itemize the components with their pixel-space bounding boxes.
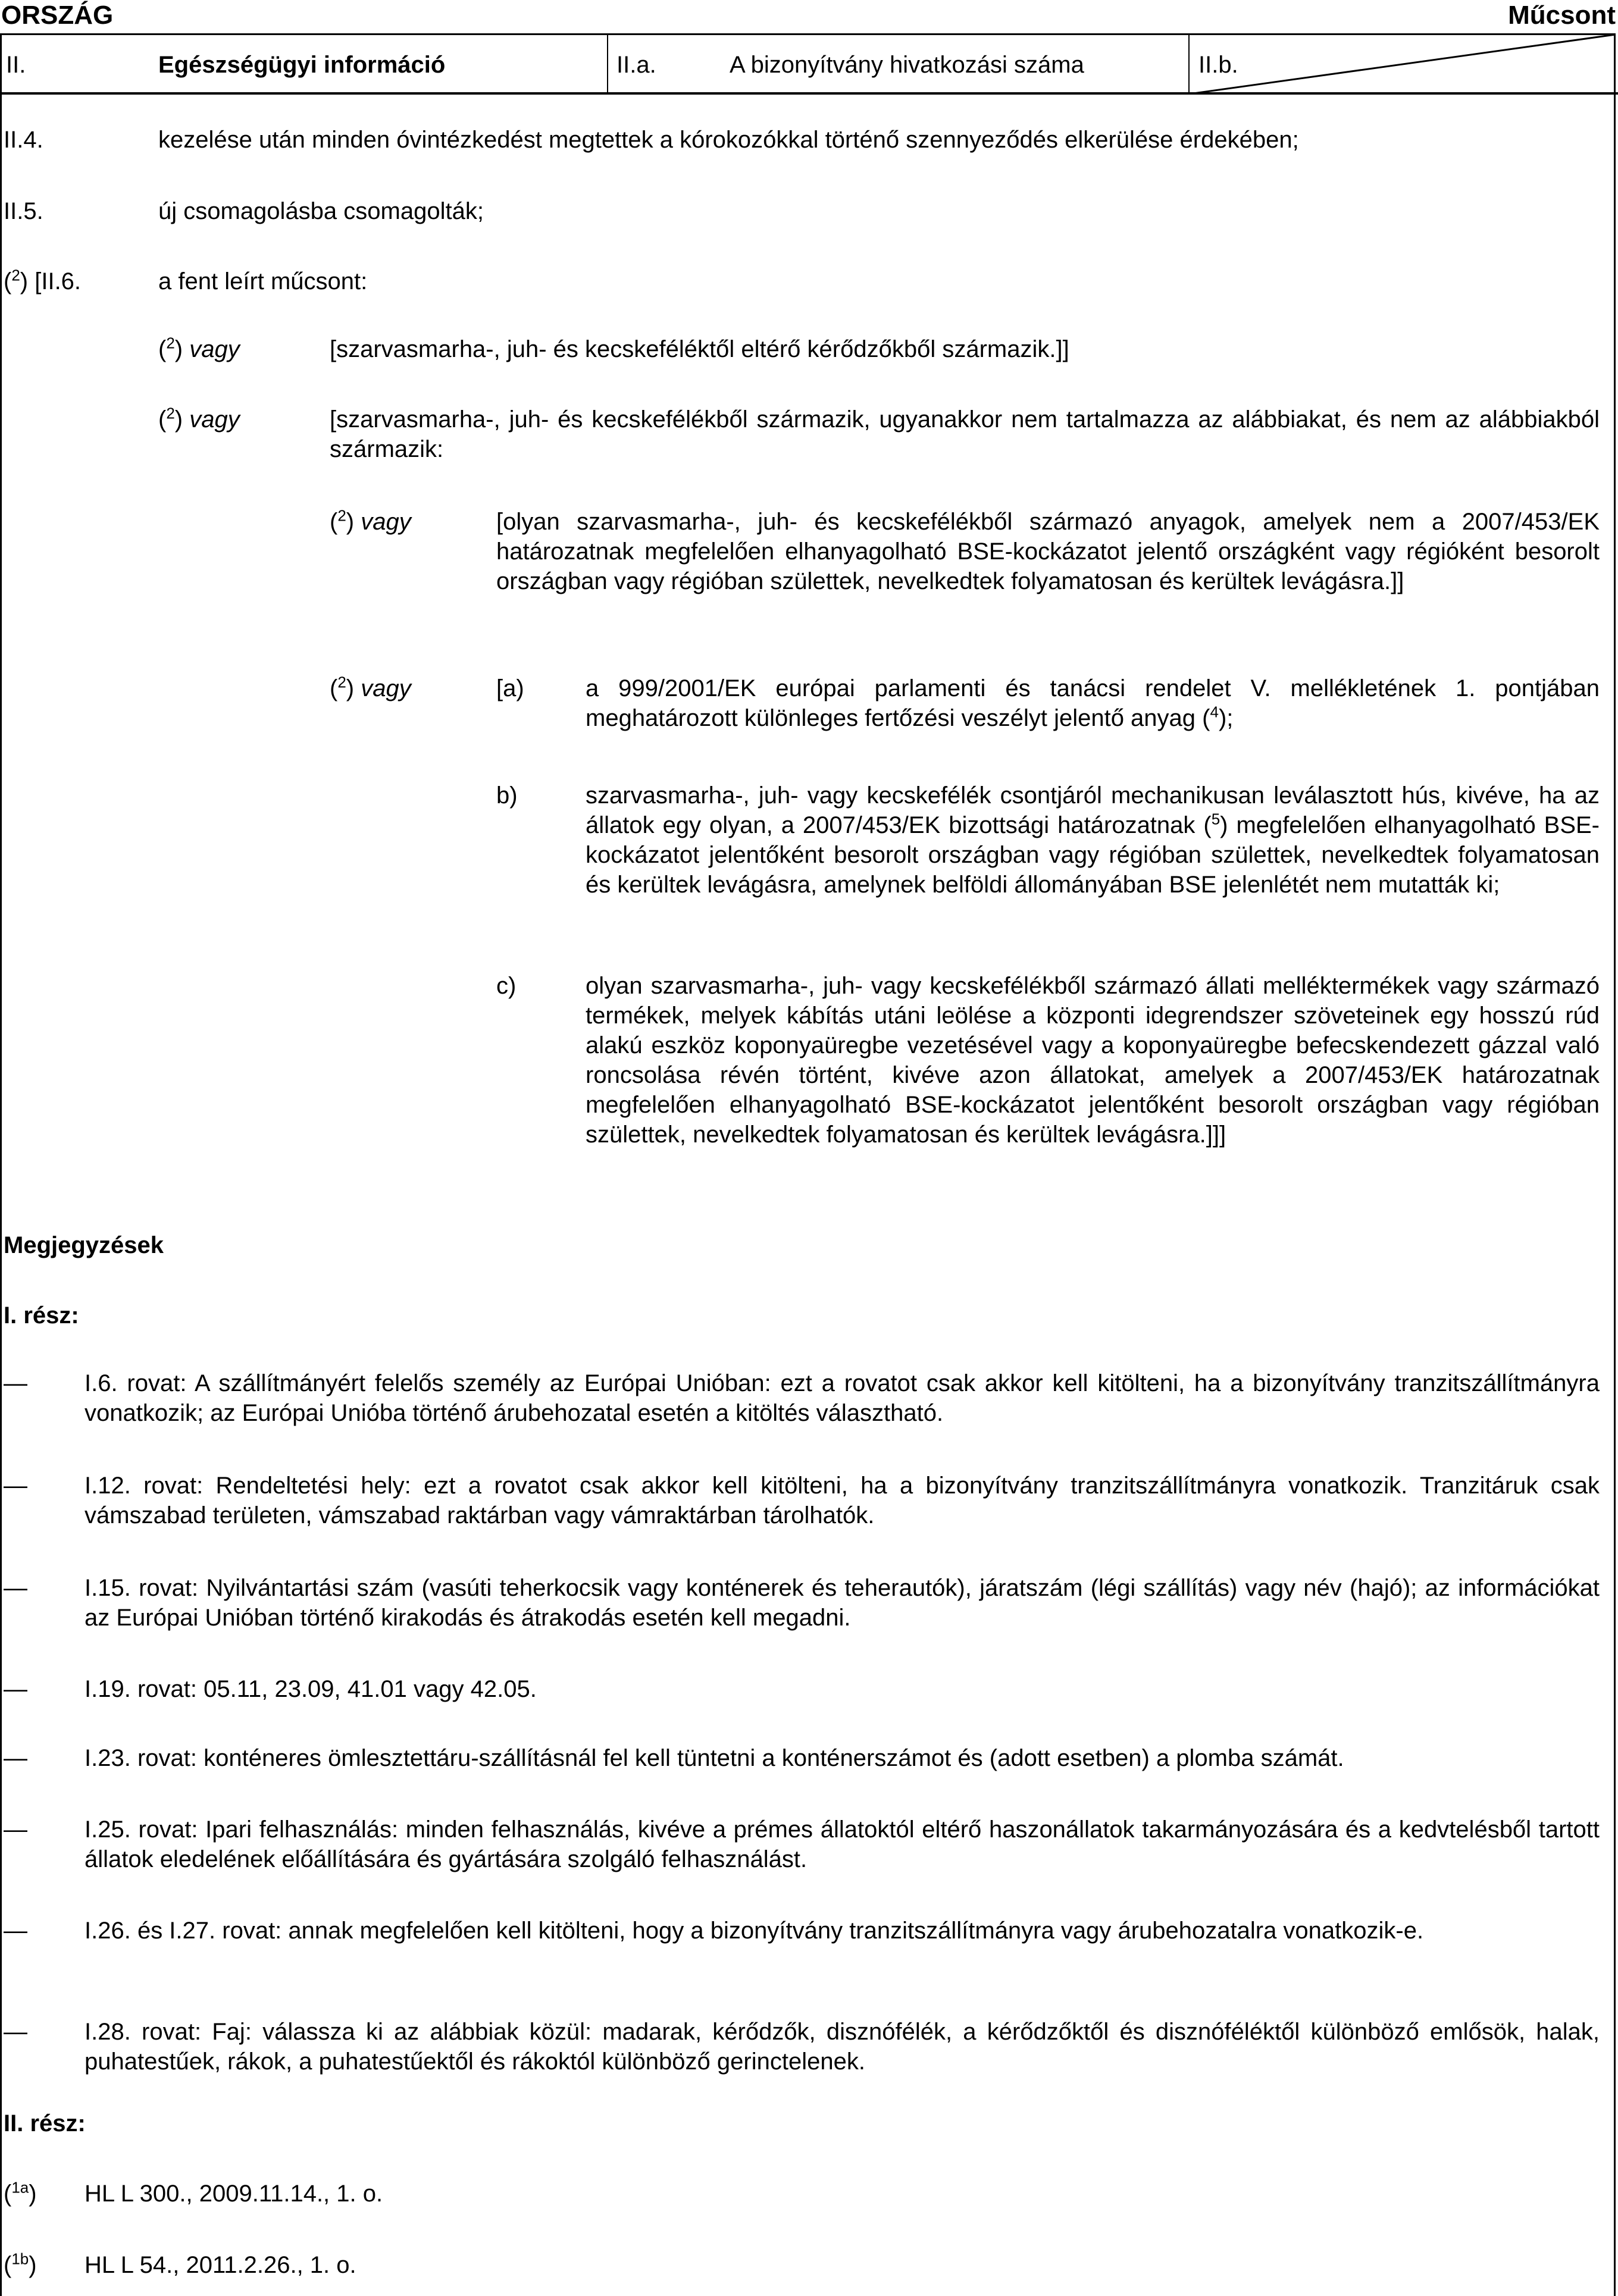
note-item: I.28. rovat: Faj: válassza ki az alábbiak közül: madarak, kérődzők, disznófélék, a kérődzőktől és disznóféléktől különböző emlősök, halak, puhatestűek, rákok, a puhatestűektől és rákoktól különböző gerinctelenek.: [85, 2019, 1600, 2075]
ref-number-label: II.a.: [616, 52, 656, 78]
option-text: [szarvasmarha-, juh- és kecskefélékből származik, ugyanakkor nem tartalmazza az alábbiakat, és nem az alábbiakból származik:: [330, 406, 1600, 462]
section-title: Egészségügyi információ: [158, 52, 446, 78]
item-text: kezelése után minden óvintézkedést megtettek a kórokozókkal történő szennyeződés elkerülése érdekében;: [158, 127, 1299, 153]
footnote-text: HL L 300., 2009.11.14., 1. o.: [85, 2181, 383, 2207]
subitem-label: c): [496, 973, 517, 999]
dash-bullet: —: [4, 1745, 27, 1771]
note-item: I.26. és I.27. rovat: annak megfelelően kell kitölteni, hogy a bizonyítvány tranzitszállítmányra vagy árubehozatalra vonatkozik-e.: [85, 1918, 1424, 1944]
country-label: ORSZÁG: [1, 1, 114, 30]
option-text: [szarvasmarha-, juh- és kecskeféléktől eltérő kérődzőkből származik.]]: [330, 336, 1069, 362]
diagonal-strike: [1189, 35, 1616, 94]
document-frame: [0, 33, 1616, 2296]
subitem-label: [a): [496, 675, 524, 701]
note-item: I.12. rovat: Rendeltetési hely: ezt a rovatot csak akkor kell kitölteni, ha a bizonyítvány tranzitszállítmányra vonatkozik. Tranzitáruk csak vámszabad területen, vámszabad raktárban vagy vámraktárban tárolhatók.: [85, 1473, 1600, 1528]
option-marker: ($^2$) vagy: [330, 673, 411, 701]
note-item: I.25. rovat: Ipari felhasználás: minden felhasználás, kivéve a prémes állatoktól eltérő haszonállatok takarmányozására és a kedvtelésből tartott állatok eledelének előállítására és gyártására szolgáló felhasználást.: [85, 1816, 1600, 1872]
iib-label: II.b.: [1198, 52, 1238, 78]
dash-bullet: —: [4, 1575, 27, 1601]
notes-title: Megjegyzések: [4, 1232, 164, 1258]
note-item: I.19. rovat: 05.11, 23.09, 41.01 vagy 42.05.: [85, 1676, 537, 1702]
dash-bullet: —: [4, 1918, 27, 1944]
dash-bullet: —: [4, 1473, 27, 1499]
note-item: I.23. rovat: konténeres ömlesztettáru-szállításnál fel kell tüntetni a konténerszámot és (adott esetben) a plomba számát.: [85, 1745, 1344, 1771]
commodity-label: Műcsont: [1508, 1, 1616, 30]
subitem-text: a 999/2001/EK európai parlamenti és tanácsi rendelet V. mellékletének 1. pontjában meghatározott különleges fertőzési veszélyt jelentő anyag ($^4$);: [586, 675, 1600, 731]
option-marker: ($^2$) vagy: [158, 334, 240, 362]
option-text: [olyan szarvasmarha-, juh- és kecskefélékből származó anyagok, amelyek nem a 2007/453/EK határozatnak megfelelően elhanyagolható BSE-kockázatot jelentő országként vagy régióként besorolt országban vagy régióban születtek, nevelkedtek folyamatosan és kerültek levágásra.]]: [496, 509, 1600, 594]
part2-title: II. rész:: [4, 2110, 86, 2137]
part1-title: I. rész:: [4, 1302, 79, 1329]
item-number: II.4.: [4, 127, 43, 153]
column-divider: [607, 35, 608, 94]
footnote-text: HL L 54., 2011.2.26., 1. o.: [85, 2252, 356, 2278]
item-text: új csomagolásba csomagolták;: [158, 198, 484, 224]
note-item: I.6. rovat: A szállítmányért felelős személy az Európai Unióban: ezt a rovatot csak akkor kell kitölteni, ha a bizonyítvány tranzitszállítmányra vonatkozik; az Európai Unióba történő árubehozatal esetén a kitöltés választható.: [85, 1370, 1600, 1426]
subitem-label: b): [496, 782, 518, 809]
dash-bullet: —: [4, 1676, 27, 1702]
dash-bullet: —: [4, 1370, 27, 1396]
item-number: ($^2$) [II.6.: [4, 266, 82, 295]
footnote-marker: ($^{1a}$): [4, 2178, 37, 2207]
item-text: a fent leírt műcsont:: [158, 268, 368, 295]
footnote-marker: ($^{1b}$): [4, 2250, 37, 2278]
option-marker: ($^2$) vagy: [158, 404, 240, 433]
note-item: I.15. rovat: Nyilvántartási szám (vasúti teherkocsik vagy konténerek és teherautók), járatszám (légi szállítás) vagy név (hajó); az információkat az Európai Unióban történő kirakodás és átrakodás esetén kell megadni.: [85, 1575, 1600, 1631]
dash-bullet: —: [4, 1816, 27, 1843]
dash-bullet: —: [4, 2019, 27, 2045]
section-number: II.: [6, 52, 26, 78]
subitem-text: olyan szarvasmarha-, juh- vagy kecskefélékből származó állati melléktermékek vagy származó termékek, melyek kábítás utáni leölése a központi idegrendszer szöveteinek egy hosszú rúd alakú eszköz koponyaüregbe vezetésével vagy a koponyaüregbe befecskendezett gázzal való roncsolása révén történt, kivéve azon állatokat, amelyek a 2007/453/EK határozatnak megfelelően elhanyagolható BSE-kockázatot jelentőként besorolt országban vagy régióban születtek, nevelkedtek folyamatosan és kerültek levágásra.]]]: [586, 973, 1600, 1148]
subitem-text: szarvasmarha-, juh- vagy kecskefélék csontjáról mechanikusan leválasztott hús, kivéve, ha az állatok egy olyan, a 2007/453/EK bizottsági határozatnak ($^5$) megfelelően elhanyagolható BSE-kockázatot jelentőként besorolt országban vagy régióban születtek, nevelkedtek folyamatosan és kerültek levágásra, amelynek belföldi állományában BSE jelenlétét nem mutatták ki;: [586, 782, 1600, 898]
item-number: II.5.: [4, 198, 43, 224]
ref-number-title: A bizonyítvány hivatkozási száma: [730, 52, 1084, 78]
option-marker: ($^2$) vagy: [330, 506, 411, 535]
